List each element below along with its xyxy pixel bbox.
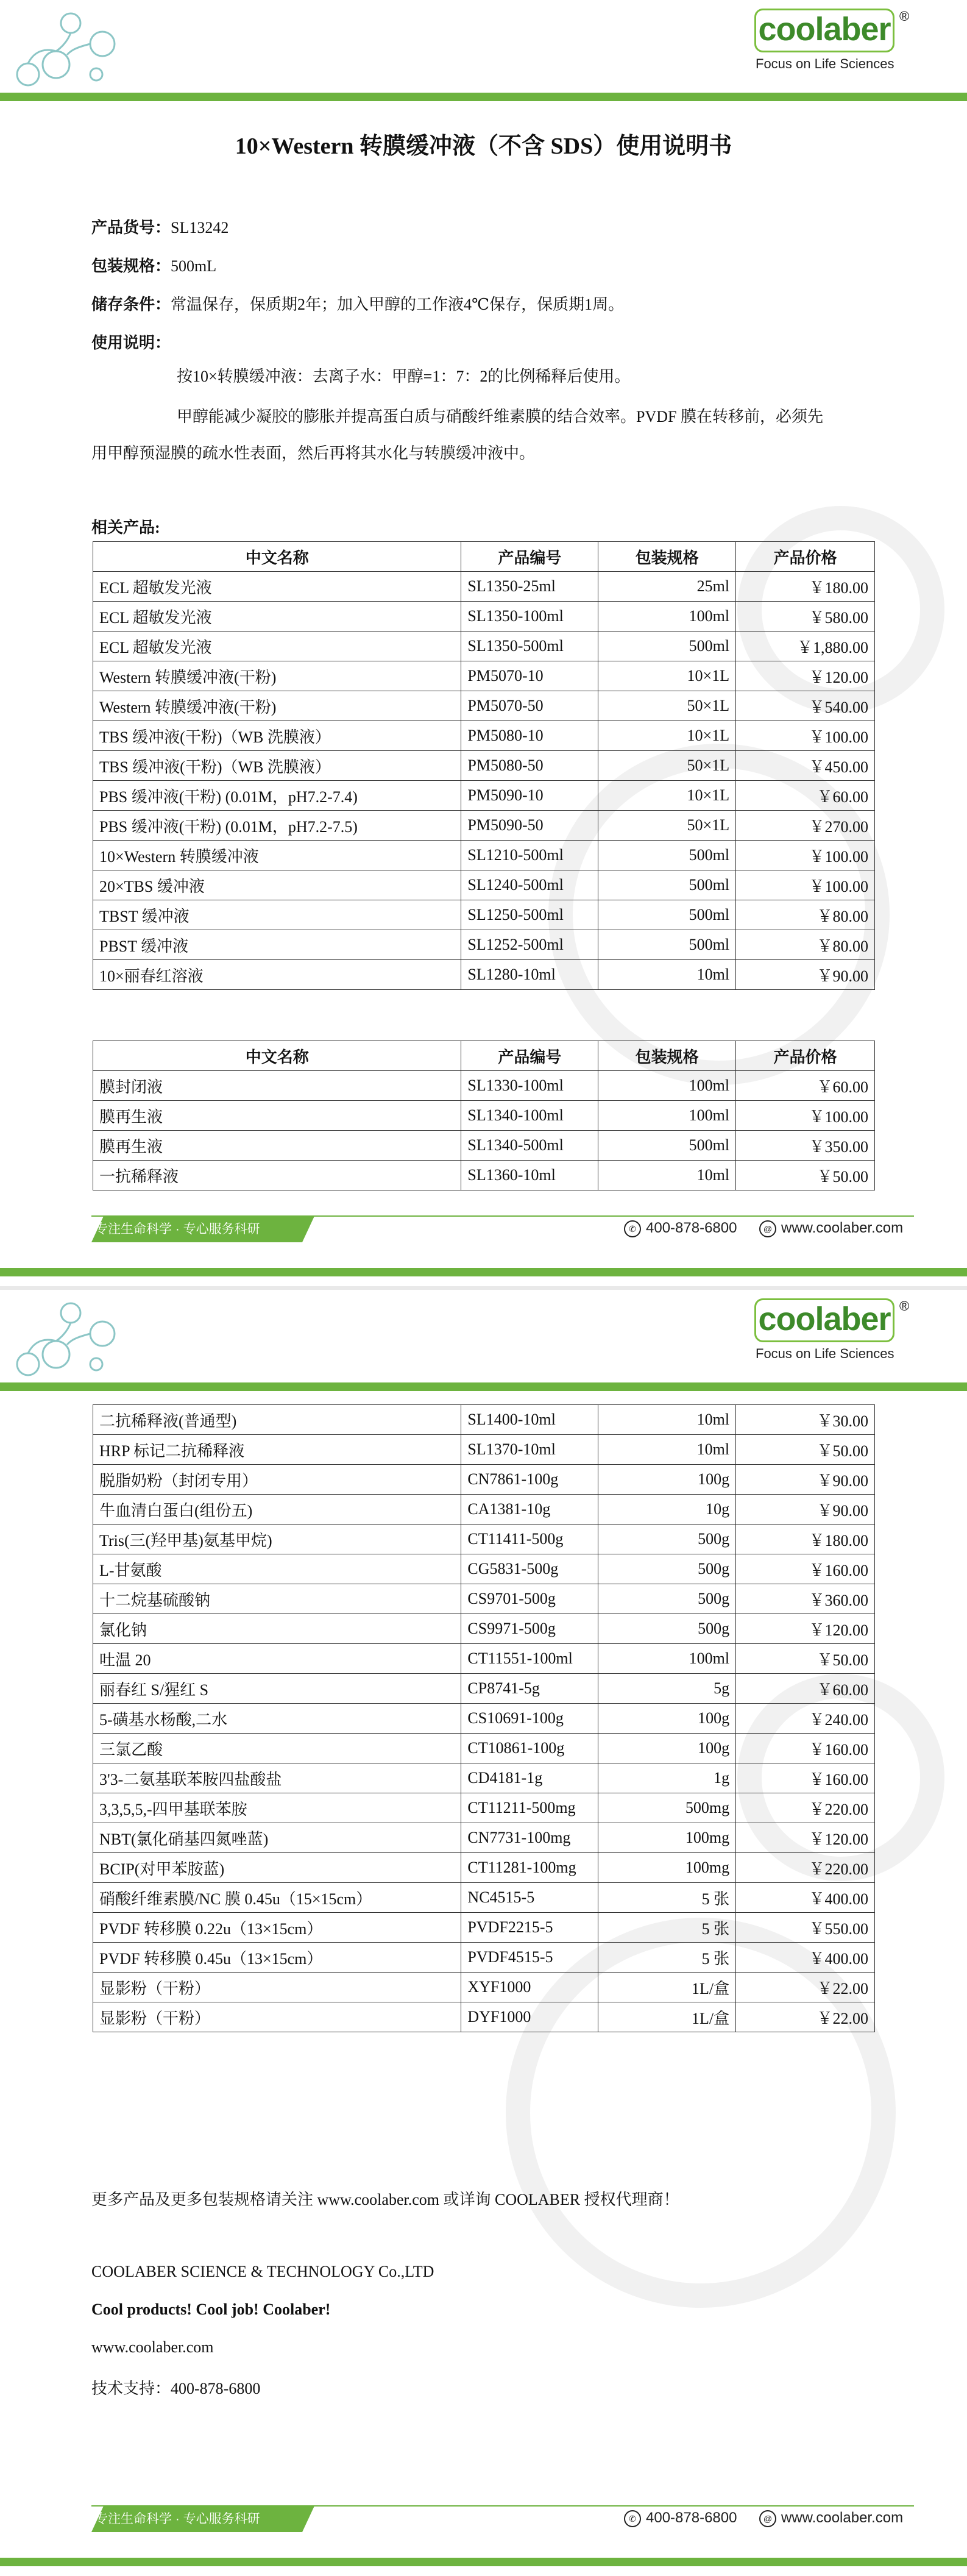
coolaber-logo: [754, 9, 894, 54]
table-row: [93, 930, 875, 960]
product-name-cell: 3,3,5,5,-四甲基联苯胺: [93, 1793, 461, 1823]
package-spec-cell: 5 张: [598, 1943, 736, 1973]
table-row: [93, 870, 875, 900]
price-cell: ￥220.00: [736, 1853, 875, 1883]
product-no-label: 产品货号：: [91, 219, 171, 237]
registered-mark: ®: [899, 1298, 910, 1314]
price-cell: ￥270.00: [736, 811, 875, 841]
footer-phone-text: 400-878-6800: [646, 1220, 737, 1236]
package-label: 包装规格：: [91, 257, 171, 275]
product-name-cell: 膜封闭液: [93, 1071, 461, 1101]
table-header-row: [93, 542, 875, 572]
related-products-row: [91, 515, 160, 538]
price-cell: ￥160.00: [736, 1763, 875, 1793]
product-code-cell: CT11551-100ml: [461, 1644, 598, 1674]
product-code-cell: SL1350-100ml: [461, 602, 598, 632]
product-name-cell: TBST 缓冲液: [93, 900, 461, 930]
header-price: 产品价格: [736, 1041, 875, 1071]
product-code-cell: SL1360-10ml: [461, 1161, 598, 1190]
table-row: [93, 1584, 875, 1614]
product-code-cell: XYF1000: [461, 1973, 598, 2002]
product-name-cell: NBT(氯化硝基四氮唑蓝): [93, 1823, 461, 1853]
product-code-cell: CT11281-100mg: [461, 1853, 598, 1883]
document-title: 10×Western 转膜缓冲液（不含 SDS）使用说明书: [235, 133, 732, 159]
package-spec-cell: 500ml: [598, 632, 736, 661]
header-divider: [0, 93, 967, 101]
price-cell: ￥180.00: [736, 572, 875, 602]
more-products-note: 更多产品及更多包装规格请关注 www.coolaber.com 或详询 COOLABER 授权代理商！: [91, 2191, 679, 2208]
product-name-cell: 显影粉（干粉）: [93, 2002, 461, 2032]
product-name-cell: 三氯乙酸: [93, 1734, 461, 1763]
footer-divider-bottom: [0, 1268, 967, 1276]
phone-icon: ✆: [624, 1220, 641, 1237]
table-row: [93, 781, 875, 811]
product-code-cell: PM5080-10: [461, 721, 598, 751]
product-code-cell: CG5831-500g: [461, 1554, 598, 1584]
package-spec-cell: 1L/盒: [598, 2002, 736, 2032]
usage-paragraph-2b: 用甲醇预湿膜的疏水性表面，然后再将其水化与转膜缓冲液中。: [91, 444, 536, 462]
table-row: [93, 1161, 875, 1190]
price-cell: ￥450.00: [736, 751, 875, 781]
price-cell: ￥90.00: [736, 960, 875, 990]
product-name-cell: ECL 超敏发光液: [93, 572, 461, 602]
package-spec-cell: 10×1L: [598, 721, 736, 751]
product-code-cell: CN7861-100g: [461, 1465, 598, 1495]
price-cell: ￥400.00: [736, 1883, 875, 1913]
product-code-cell: SL1280-10ml: [461, 960, 598, 990]
usage-paragraph-1: 按10×转膜缓冲液：去离子水：甲醇=1：7：2的比例稀释后使用。: [177, 368, 631, 385]
package-spec-cell: 100g: [598, 1704, 736, 1734]
package-spec-cell: 10ml: [598, 1435, 736, 1465]
product-code-cell: CT10861-100g: [461, 1734, 598, 1763]
table-row: [93, 1131, 875, 1161]
table-row: [93, 1973, 875, 2002]
product-name-cell: 吐温 20: [93, 1644, 461, 1674]
package-spec-cell: 10ml: [598, 960, 736, 990]
product-code-cell: SL1240-500ml: [461, 870, 598, 900]
price-cell: ￥400.00: [736, 1943, 875, 1973]
related-products-table-1: [93, 541, 875, 990]
package-value: 500mL: [171, 257, 217, 275]
bubble-logo-icon: [11, 6, 133, 91]
usage-label: 使用说明：: [91, 334, 171, 352]
table-row: [93, 572, 875, 602]
package-spec-cell: 100mg: [598, 1853, 736, 1883]
company-website: www.coolaber.com: [91, 2338, 214, 2356]
phone-icon: ✆: [624, 2510, 641, 2527]
product-code-cell: SL1340-500ml: [461, 1131, 598, 1161]
product-name-cell: Western 转膜缓冲液(干粉): [93, 691, 461, 721]
price-cell: ￥30.00: [736, 1405, 875, 1435]
table-row: [93, 602, 875, 632]
table-row: [93, 1943, 875, 1973]
price-cell: ￥50.00: [736, 1644, 875, 1674]
table-row: [93, 1883, 875, 1913]
package-spec-cell: 5 张: [598, 1883, 736, 1913]
package-spec-cell: 500ml: [598, 930, 736, 960]
product-name-cell: PBST 缓冲液: [93, 930, 461, 960]
price-cell: ￥22.00: [736, 2002, 875, 2032]
package-spec-cell: 5g: [598, 1674, 736, 1704]
product-name-cell: HRP 标记二抗稀释液: [93, 1435, 461, 1465]
table-row: [93, 1823, 875, 1853]
product-code-cell: CS9701-500g: [461, 1584, 598, 1614]
storage-value: 常温保存，保质期2年；加入甲醇的工作液4℃保存，保质期1周。: [171, 296, 625, 313]
package-spec-cell: 100g: [598, 1734, 736, 1763]
product-code-cell: CP8741-5g: [461, 1674, 598, 1704]
header-code: 产品编号: [461, 1041, 598, 1071]
price-cell: ￥80.00: [736, 930, 875, 960]
tagline: Focus on Life Sciences: [756, 1346, 894, 1361]
header-name: 中文名称: [93, 542, 461, 572]
footer-slogan: 专注生命科学 · 专心服务科研: [95, 2512, 260, 2526]
table-row: [93, 2002, 875, 2032]
product-code-cell: SL1252-500ml: [461, 930, 598, 960]
price-cell: ￥100.00: [736, 870, 875, 900]
package-spec-cell: 100ml: [598, 1644, 736, 1674]
footer-slogan: 专注生命科学 · 专心服务科研: [95, 1222, 260, 1236]
product-no-row: [91, 215, 228, 238]
table-row: [93, 1644, 875, 1674]
price-cell: ￥180.00: [736, 1525, 875, 1554]
package-spec-cell: 10×1L: [598, 781, 736, 811]
package-spec-cell: 500g: [598, 1525, 736, 1554]
page-2: [0, 1290, 967, 2576]
product-code-cell: SL1340-100ml: [461, 1101, 598, 1131]
package-spec-cell: 100mg: [598, 1823, 736, 1853]
product-name-cell: 二抗稀释液(普通型): [93, 1405, 461, 1435]
web-icon: @: [759, 1220, 776, 1237]
header-name: 中文名称: [93, 1041, 461, 1071]
header-price: 产品价格: [736, 542, 875, 572]
product-code-cell: PVDF4515-5: [461, 1943, 598, 1973]
product-code-cell: PM5070-50: [461, 691, 598, 721]
table-row: [93, 1913, 875, 1943]
package-spec-cell: 50×1L: [598, 691, 736, 721]
product-name-cell: TBS 缓冲液(干粉)（WB 洗膜液）: [93, 721, 461, 751]
table-row: [93, 632, 875, 661]
table-row: [93, 1704, 875, 1734]
product-code-cell: CT11411-500g: [461, 1525, 598, 1554]
product-name-cell: PBS 缓冲液(干粉) (0.01M，pH7.2-7.5): [93, 811, 461, 841]
related-products-table-2: [93, 1041, 875, 1190]
table-header-row: [93, 1041, 875, 1071]
price-cell: ￥1,880.00: [736, 632, 875, 661]
table-row: [93, 1614, 875, 1644]
table-row: [93, 1071, 875, 1101]
price-cell: ￥120.00: [736, 1614, 875, 1644]
price-cell: ￥50.00: [736, 1161, 875, 1190]
product-name-cell: 显影粉（干粉）: [93, 1973, 461, 2002]
related-products-label: 相关产品:: [91, 519, 160, 536]
package-spec-cell: 5 张: [598, 1913, 736, 1943]
storage-label: 储存条件：: [91, 296, 171, 313]
product-code-cell: SL1250-500ml: [461, 900, 598, 930]
price-cell: ￥550.00: [736, 1913, 875, 1943]
price-cell: ￥60.00: [736, 1674, 875, 1704]
price-cell: ￥120.00: [736, 661, 875, 691]
product-name-cell: Western 转膜缓冲液(干粉): [93, 661, 461, 691]
package-spec-cell: 1L/盒: [598, 1973, 736, 2002]
price-cell: ￥580.00: [736, 602, 875, 632]
product-name-cell: 膜再生液: [93, 1131, 461, 1161]
product-name-cell: PBS 缓冲液(干粉) (0.01M，pH7.2-7.4): [93, 781, 461, 811]
header-divider: [0, 1382, 967, 1391]
product-name-cell: 20×TBS 缓冲液: [93, 870, 461, 900]
product-name-cell: PVDF 转移膜 0.22u（13×15cm）: [93, 1913, 461, 1943]
product-name-cell: 3'3-二氨基联苯胺四盐酸盐: [93, 1763, 461, 1793]
product-code-cell: SL1330-100ml: [461, 1071, 598, 1101]
table-row: [93, 1734, 875, 1763]
product-name-cell: 十二烷基硫酸钠: [93, 1584, 461, 1614]
price-cell: ￥60.00: [736, 1071, 875, 1101]
footer-phone-text: 400-878-6800: [646, 2510, 737, 2526]
price-cell: ￥50.00: [736, 1435, 875, 1465]
product-code-cell: PM5080-50: [461, 751, 598, 781]
product-name-cell: BCIP(对甲苯胺蓝): [93, 1853, 461, 1883]
tech-support: 技术支持：400-878-6800: [91, 2380, 261, 2397]
product-no-value: SL13242: [171, 219, 229, 237]
product-code-cell: PVDF2215-5: [461, 1913, 598, 1943]
package-spec-cell: 100ml: [598, 1101, 736, 1131]
usage-label-row: [91, 330, 171, 353]
product-name-cell: 5-磺基水杨酸,二水: [93, 1704, 461, 1734]
price-cell: ￥350.00: [736, 1131, 875, 1161]
table-row: [93, 751, 875, 781]
price-cell: ￥360.00: [736, 1584, 875, 1614]
product-code-cell: SL1400-10ml: [461, 1405, 598, 1435]
product-name-cell: 丽春红 S/猩红 S: [93, 1674, 461, 1704]
tagline: Focus on Life Sciences: [756, 56, 894, 71]
product-name-cell: TBS 缓冲液(干粉)（WB 洗膜液）: [93, 751, 461, 781]
footer-web-text: www.coolaber.com: [781, 1220, 904, 1236]
product-name-cell: Tris(三(羟甲基)氨基甲烷): [93, 1525, 461, 1554]
table-row: [93, 1674, 875, 1704]
package-spec-cell: 10g: [598, 1495, 736, 1525]
product-code-cell: PM5090-50: [461, 811, 598, 841]
table-row: [93, 661, 875, 691]
package-spec-cell: 500g: [598, 1554, 736, 1584]
footer-divider-bottom: [0, 2558, 967, 2566]
price-cell: ￥160.00: [736, 1554, 875, 1584]
table-row: [93, 1465, 875, 1495]
table-row: [93, 960, 875, 990]
product-code-cell: PM5070-10: [461, 661, 598, 691]
product-name-cell: 10×丽春红溶液: [93, 960, 461, 990]
package-row: [91, 254, 216, 276]
price-cell: ￥90.00: [736, 1465, 875, 1495]
product-code-cell: NC4515-5: [461, 1883, 598, 1913]
table-row: [93, 1793, 875, 1823]
product-code-cell: CT11211-500mg: [461, 1793, 598, 1823]
table-row: [93, 1101, 875, 1131]
price-cell: ￥160.00: [736, 1734, 875, 1763]
package-spec-cell: 50×1L: [598, 811, 736, 841]
product-name-cell: 氯化钠: [93, 1614, 461, 1644]
price-cell: ￥120.00: [736, 1823, 875, 1853]
price-cell: ￥240.00: [736, 1704, 875, 1734]
company-name: COOLABER SCIENCE & TECHNOLOGY Co.,LTD: [91, 2263, 434, 2280]
table-row: [93, 1525, 875, 1554]
footer-web: [759, 1220, 903, 1237]
package-spec-cell: 10×1L: [598, 661, 736, 691]
product-name-cell: PVDF 转移膜 0.45u（13×15cm）: [93, 1943, 461, 1973]
footer-web: [759, 2510, 903, 2527]
product-code-cell: CS10691-100g: [461, 1704, 598, 1734]
header-spec: 包装规格: [598, 1041, 736, 1071]
package-spec-cell: 500ml: [598, 1131, 736, 1161]
price-cell: ￥80.00: [736, 900, 875, 930]
product-name-cell: ECL 超敏发光液: [93, 632, 461, 661]
product-name-cell: 一抗稀释液: [93, 1161, 461, 1190]
package-spec-cell: 100ml: [598, 602, 736, 632]
package-spec-cell: 25ml: [598, 572, 736, 602]
product-code-cell: CS9971-500g: [461, 1614, 598, 1644]
package-spec-cell: 500g: [598, 1614, 736, 1644]
product-name-cell: L-甘氨酸: [93, 1554, 461, 1584]
registered-mark: ®: [899, 9, 910, 24]
package-spec-cell: 500ml: [598, 841, 736, 870]
product-name-cell: 脱脂奶粉（封闭专用）: [93, 1465, 461, 1495]
table-row: [93, 1853, 875, 1883]
product-code-cell: SL1350-500ml: [461, 632, 598, 661]
table-row: [93, 721, 875, 751]
package-spec-cell: 500g: [598, 1584, 736, 1614]
price-cell: ￥100.00: [736, 721, 875, 751]
table-row: [93, 1554, 875, 1584]
product-name-cell: 膜再生液: [93, 1101, 461, 1131]
coolaber-logo: [754, 1298, 894, 1343]
price-cell: ￥90.00: [736, 1495, 875, 1525]
package-spec-cell: 50×1L: [598, 751, 736, 781]
header-code: 产品编号: [461, 542, 598, 572]
header-spec: 包装规格: [598, 542, 736, 572]
product-code-cell: SL1370-10ml: [461, 1435, 598, 1465]
package-spec-cell: 10ml: [598, 1405, 736, 1435]
footer-phone: [624, 2510, 737, 2527]
product-code-cell: DYF1000: [461, 2002, 598, 2032]
bubble-logo-icon: [11, 1296, 133, 1381]
table-row: [93, 900, 875, 930]
logo-text: coolaber: [754, 9, 894, 52]
package-spec-cell: 100g: [598, 1465, 736, 1495]
package-spec-cell: 500mg: [598, 1793, 736, 1823]
price-cell: ￥100.00: [736, 841, 875, 870]
package-spec-cell: 500ml: [598, 870, 736, 900]
logo-text: coolaber: [754, 1298, 894, 1342]
web-icon: @: [759, 2510, 776, 2527]
related-products-table-3: [93, 1404, 875, 2032]
price-cell: ￥220.00: [736, 1793, 875, 1823]
product-name-cell: 牛血清白蛋白(组份五): [93, 1495, 461, 1525]
package-spec-cell: 1g: [598, 1763, 736, 1793]
product-code-cell: SL1350-25ml: [461, 572, 598, 602]
product-code-cell: CD4181-1g: [461, 1763, 598, 1793]
package-spec-cell: 500ml: [598, 900, 736, 930]
package-spec-cell: 100ml: [598, 1071, 736, 1101]
table-row: [93, 1405, 875, 1435]
page-1: [0, 0, 967, 1286]
table-row: [93, 1435, 875, 1465]
package-spec-cell: 10ml: [598, 1161, 736, 1190]
product-name-cell: ECL 超敏发光液: [93, 602, 461, 632]
table-row: [93, 1763, 875, 1793]
product-code-cell: CN7731-100mg: [461, 1823, 598, 1853]
price-cell: ￥22.00: [736, 1973, 875, 2002]
table-row: [93, 841, 875, 870]
usage-paragraph-2a: 甲醇能减少凝胶的膨胀并提高蛋白质与硝酸纤维素膜的结合效率。PVDF 膜在转移前，必须先: [177, 408, 823, 425]
product-code-cell: CA1381-10g: [461, 1495, 598, 1525]
storage-row: [91, 292, 624, 315]
product-name-cell: 10×Western 转膜缓冲液: [93, 841, 461, 870]
product-code-cell: PM5090-10: [461, 781, 598, 811]
table-row: [93, 1495, 875, 1525]
footer-web-text: www.coolaber.com: [781, 2510, 904, 2526]
product-code-cell: SL1210-500ml: [461, 841, 598, 870]
price-cell: ￥60.00: [736, 781, 875, 811]
product-name-cell: 硝酸纤维素膜/NC 膜 0.45u（15×15cm）: [93, 1883, 461, 1913]
footer-phone: [624, 1220, 737, 1237]
table-row: [93, 691, 875, 721]
price-cell: ￥540.00: [736, 691, 875, 721]
company-slogan: Cool products! Cool job! Coolaber!: [91, 2300, 331, 2318]
price-cell: ￥100.00: [736, 1101, 875, 1131]
table-row: [93, 811, 875, 841]
